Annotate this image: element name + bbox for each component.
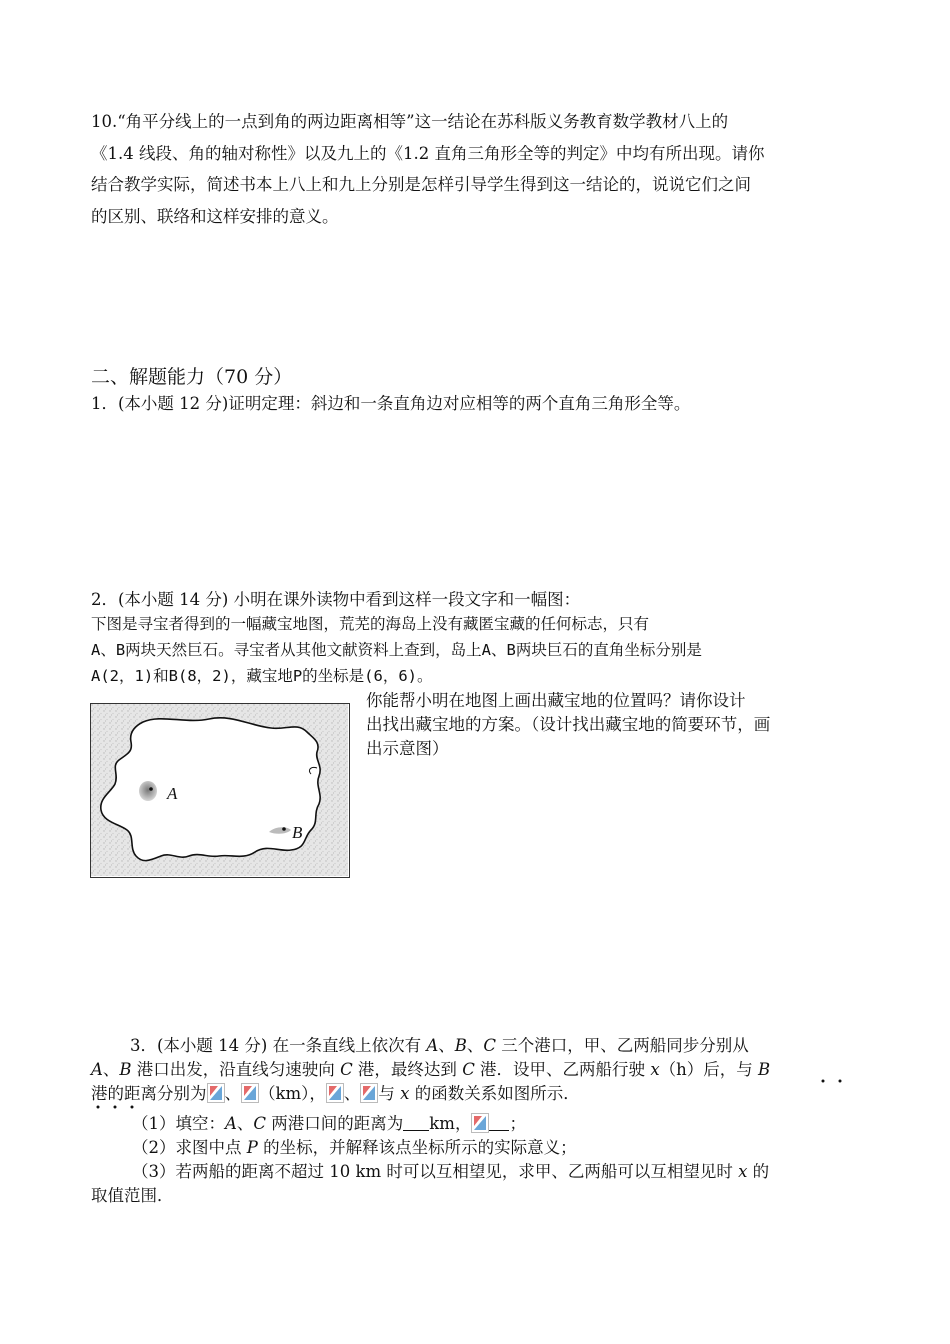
q10-line-1: 10.“角平分线上的一点到角的两边距离相等”这一结论在苏科版义务教育数学教材八上的: [91, 112, 729, 131]
label-a: A: [167, 784, 178, 803]
q3-part-1: （1）填空：A、C 两港口间的距离为 km， ；: [132, 1114, 526, 1133]
q3-line-2: A、B 港口出发，沿直线匀速驶向 C 港，最终达到 C 港．设甲、乙两船行驶 x（h）后，与 B: [91, 1060, 771, 1079]
question-1: 1．(本小题 12 分)证明定理：斜边和一条直角边对应相等的两个直角三角形全等。: [91, 394, 691, 413]
q2-quote-line-1: 下图是寻宝者得到的一幅藏宝地图，荒芜的海岛上没有藏匿宝藏的任何标志，只有: [91, 615, 650, 633]
q2-side-line-2: 出找出藏宝地的方案。（设计找出藏宝地的简要环节，画: [366, 715, 771, 734]
q2-side-line-1: 你能帮小明在地图上画出藏宝地的位置吗？请你设计: [366, 691, 746, 710]
q2-quote-line-3: A(2，1)和B(8，2)，藏宝地P的坐标是(6，6)。: [91, 667, 433, 685]
broken-image-icon: [471, 1113, 489, 1133]
q3-part-3-cont: 取值范围．: [91, 1186, 174, 1205]
q10-line-4: 的区别、联络和这样安排的意义。: [91, 206, 339, 226]
question-2-intro: 2．(本小题 14 分) 小明在课外读物中看到这样一段文字和一幅图：: [91, 590, 581, 609]
answer-blank[interactable]: [489, 1114, 509, 1131]
label-b: B: [292, 823, 303, 842]
answer-blank[interactable]: [403, 1114, 429, 1131]
q3-line-3: 港的距离分别为 、 （km）， 、 与 x 的函数关系如图所示．: [91, 1084, 580, 1103]
q3-part-3: （3）若两船的距离不超过 10 km 时可以互相望见，求甲、乙两船可以互相望见时 x 的: [132, 1162, 770, 1181]
q2-side-line-3: 出示意图）: [366, 739, 449, 758]
q2-quote-line-2: A、B两块天然巨石。寻宝者从其他文献资料上查到，岛上A、B两块巨石的直角坐标分别是: [91, 641, 702, 659]
q3-part-2: （2）求图中点 P 的坐标，并解释该点坐标所示的实际意义；: [132, 1138, 577, 1157]
q10-line-2: 《1.4 线段、角的轴对称性》以及九上的《1.2 直角三角形全等的判定》中均有所出现。请你: [91, 143, 765, 163]
q10-line-3: 结合教学实际，简述书本上八上和九上分别是怎样引导学生得到这一结论的，说说它们之间: [91, 175, 751, 194]
section-title: 二、解题能力（70 分）: [91, 366, 293, 388]
q3-line-1: 3．(本小题 14 分) 在一条直线上依次有 A、B、C 三个港口，甲、乙两船同步分别从: [130, 1036, 749, 1055]
